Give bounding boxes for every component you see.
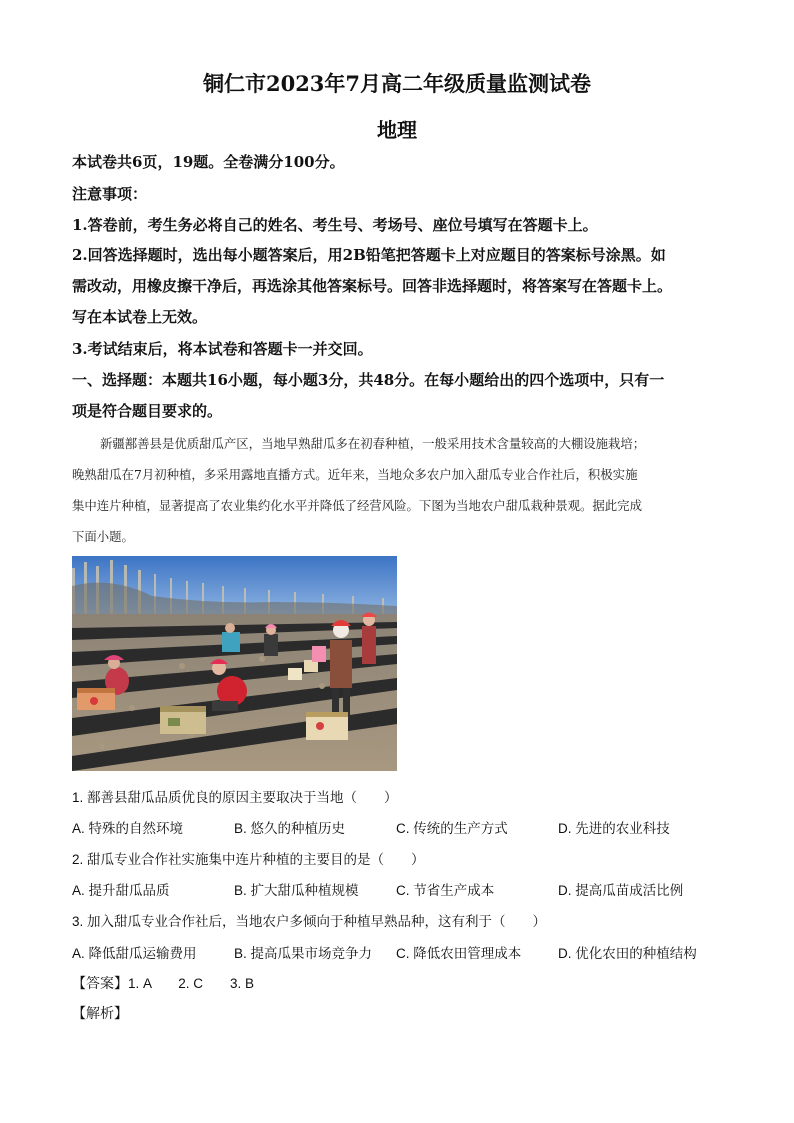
section-heading-line-1: 一、选择题：本题共16小题，每小题3分，共48分。在每小题给出的四个选项中，只有一 xyxy=(72,371,665,389)
question-2-options xyxy=(72,879,732,899)
notice-item-2-line-2: 需改动，用橡皮擦干净后，再选涂其他答案标号。回答非选择题时，将答案写在答题卡上。 xyxy=(72,277,673,295)
subject-title: 地理 xyxy=(377,118,417,142)
question-1-option-b[interactable]: B. 悠久的种植历史 xyxy=(234,821,346,836)
question-2-option-c[interactable]: C. 节省生产成本 xyxy=(396,883,495,898)
exam-title: 铜仁市2023年7月高二年级质量监测试卷 xyxy=(202,71,592,96)
answer-label: 【答案】 xyxy=(72,976,128,992)
passage-line-2: 晚熟甜瓜在7月初种植，多采用露地直播方式。近年来，当地众多农户加入甜瓜专业合作社后，积极实施 xyxy=(72,467,638,482)
answer-values: 1. A 2. C 3. B xyxy=(128,976,255,991)
question-3-option-a[interactable]: A. 降低甜瓜运输费用 xyxy=(72,946,197,961)
passage-line-1: 新疆鄯善县是优质甜瓜产区，当地早熟甜瓜多在初春种植，一般采用技术含量较高的大棚设施栽培； xyxy=(100,436,646,451)
question-3-stem: 3. 加入甜瓜专业合作社后，当地农户多倾向于种植早熟品种，这有利于（ ） xyxy=(72,914,547,929)
notice-item-2-line-3: 写在本试卷上无效。 xyxy=(72,308,208,326)
notice-item-1: 1.答卷前，考生务必将自己的姓名、考生号、考场号、座位号填写在答题卡上。 xyxy=(72,216,598,234)
question-1-option-a[interactable]: A. 特殊的自然环境 xyxy=(72,821,184,836)
passage-line-4: 下面小题。 xyxy=(72,529,134,544)
question-3-option-b[interactable]: B. 提高瓜果市场竞争力 xyxy=(234,946,373,961)
analysis-label: 【解析】 xyxy=(72,1006,128,1022)
question-2-option-a[interactable]: A. 提升甜瓜品质 xyxy=(72,883,170,898)
section-heading-line-2: 项是符合题目要求的。 xyxy=(72,402,223,420)
notice-label: 注意事项： xyxy=(72,185,148,203)
question-3-option-c[interactable]: C. 降低农田管理成本 xyxy=(396,946,522,961)
exam-intro: 本试卷共6页，19题。全卷满分100分。 xyxy=(72,153,345,171)
analysis-line xyxy=(72,1003,128,1023)
question-3-option-d[interactable]: D. 优化农田的种植结构 xyxy=(558,946,697,961)
melon-planting-photo xyxy=(72,556,397,771)
notice-item-2-line-1: 2.回答选择题时，选出每小题答案后，用2B铅笔把答题卡上对应题目的答案标号涂黑。如 xyxy=(72,246,666,264)
question-1-options xyxy=(72,817,732,837)
question-2-option-d[interactable]: D. 提高瓜苗成活比例 xyxy=(558,883,684,898)
question-1-stem: 1. 鄯善县甜瓜品质优良的原因主要取决于当地（ ） xyxy=(72,790,398,805)
answer-line xyxy=(72,972,254,993)
passage-line-3: 集中连片种植，显著提高了农业集约化水平并降低了经营风险。下图为当地农户甜瓜栽种景观。据此完成 xyxy=(72,498,642,513)
question-1-option-c[interactable]: C. 传统的生产方式 xyxy=(396,821,508,836)
question-2-stem: 2. 甜瓜专业合作社实施集中连片种植的主要目的是（ ） xyxy=(72,852,425,867)
question-1-option-d[interactable]: D. 先进的农业科技 xyxy=(558,821,670,836)
notice-item-3: 3.考试结束后，将本试卷和答题卡一并交回。 xyxy=(72,340,373,358)
question-2-option-b[interactable]: B. 扩大甜瓜种植规模 xyxy=(234,883,359,898)
question-3-options xyxy=(72,942,732,962)
